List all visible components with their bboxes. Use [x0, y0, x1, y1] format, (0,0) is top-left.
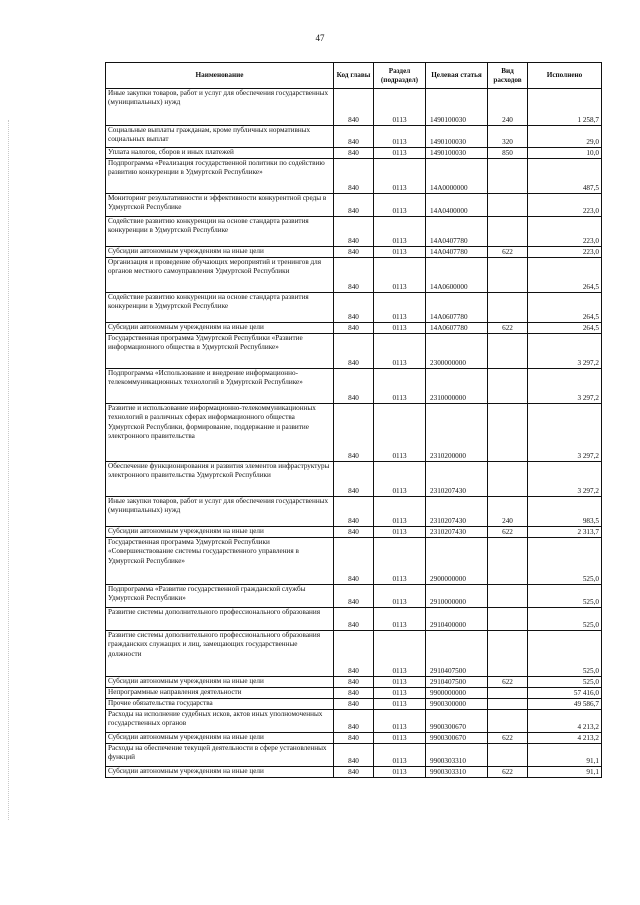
row-section: 0113	[374, 126, 426, 148]
table-row	[106, 767, 602, 778]
row-article: 9900303310	[426, 767, 488, 778]
row-section: 0113	[374, 258, 426, 293]
row-article: 9900300670	[426, 710, 488, 733]
row-article: 9900303310	[426, 744, 488, 767]
row-executed: 2 313,7	[528, 527, 602, 538]
row-name: Субсидии автономным учреждениям на иные цели	[106, 677, 334, 688]
row-article: 2300000000	[426, 334, 488, 369]
row-code: 840	[334, 688, 374, 699]
row-executed: 223,0	[528, 217, 602, 247]
header-executed: Исполнено	[528, 63, 602, 89]
table-row	[106, 688, 602, 699]
row-type	[488, 688, 528, 699]
row-type	[488, 585, 528, 608]
table-row	[106, 631, 602, 677]
row-name: Подпрограмма «Реализация государственной политики по содействию развитию конкуренции в Удмуртской Республике»	[106, 159, 334, 194]
row-executed: 264,5	[528, 293, 602, 323]
row-section: 0113	[374, 497, 426, 527]
row-executed: 223,0	[528, 247, 602, 258]
table-row	[106, 733, 602, 744]
row-type	[488, 334, 528, 369]
row-article: 2310000000	[426, 369, 488, 404]
table-row	[106, 699, 602, 710]
row-article: 14A0607780	[426, 323, 488, 334]
row-section: 0113	[374, 247, 426, 258]
row-section: 0113	[374, 159, 426, 194]
table-row	[106, 194, 602, 217]
row-name: Содействие развитию конкуренции на основе стандарта развития конкуренции в Удмуртской Республике	[106, 217, 334, 247]
row-code: 840	[334, 585, 374, 608]
row-section: 0113	[374, 631, 426, 677]
row-code: 840	[334, 767, 374, 778]
row-executed: 525,0	[528, 677, 602, 688]
row-name: Подпрограмма «Развитие государственной гражданской службы Удмуртской Республики»	[106, 585, 334, 608]
row-executed: 487,5	[528, 159, 602, 194]
row-article: 2900000000	[426, 538, 488, 585]
row-executed: 4 213,2	[528, 733, 602, 744]
row-type: 622	[488, 247, 528, 258]
row-article: 1490100030	[426, 126, 488, 148]
row-type	[488, 462, 528, 497]
table-row	[106, 744, 602, 767]
row-section: 0113	[374, 677, 426, 688]
row-type	[488, 293, 528, 323]
row-executed: 10,0	[528, 148, 602, 159]
row-type	[488, 744, 528, 767]
row-name: Мониторинг результативности и эффективности конкурентной среды в Удмуртской Республике	[106, 194, 334, 217]
row-section: 0113	[374, 767, 426, 778]
row-name: Развитие системы дополнительного профессионального образования	[106, 608, 334, 631]
row-code: 840	[334, 699, 374, 710]
row-article: 9900300000	[426, 699, 488, 710]
row-executed: 1 258,7	[528, 89, 602, 126]
row-code: 840	[334, 462, 374, 497]
row-executed: 525,0	[528, 585, 602, 608]
table-row	[106, 217, 602, 247]
row-section: 0113	[374, 538, 426, 585]
row-section: 0113	[374, 710, 426, 733]
header-chapter-code: Код главы	[334, 63, 374, 89]
row-type	[488, 710, 528, 733]
row-name: Государственная программа Удмуртской Республики «Совершенствование системы государственного управления в Удмуртской Республике»	[106, 538, 334, 585]
row-type: 622	[488, 767, 528, 778]
row-executed: 264,5	[528, 323, 602, 334]
row-article: 14A0407780	[426, 247, 488, 258]
row-executed: 525,0	[528, 538, 602, 585]
row-executed: 3 297,2	[528, 334, 602, 369]
table-row	[106, 334, 602, 369]
row-code: 840	[334, 334, 374, 369]
row-type	[488, 194, 528, 217]
table-row	[106, 159, 602, 194]
row-executed: 57 416,0	[528, 688, 602, 699]
row-type: 240	[488, 89, 528, 126]
table-row	[106, 462, 602, 497]
row-article: 1490100030	[426, 148, 488, 159]
row-type	[488, 258, 528, 293]
row-name: Непрограммные направления деятельности	[106, 688, 334, 699]
row-executed: 91,1	[528, 767, 602, 778]
row-code: 840	[334, 323, 374, 334]
row-executed: 223,0	[528, 194, 602, 217]
row-code: 840	[334, 710, 374, 733]
row-executed: 983,5	[528, 497, 602, 527]
table-row	[106, 126, 602, 148]
row-name: Обеспечение функционирования и развития элементов инфраструктуры электронного правительства Удмуртской Республики	[106, 462, 334, 497]
row-article: 9900000000	[426, 688, 488, 699]
row-executed: 3 297,2	[528, 369, 602, 404]
row-section: 0113	[374, 733, 426, 744]
row-section: 0113	[374, 527, 426, 538]
row-name: Подпрограмма «Использование и внедрение информационно-телекоммуникационных технологий в Удмуртской Республике»	[106, 369, 334, 404]
table-row	[106, 608, 602, 631]
row-type: 622	[488, 677, 528, 688]
row-type: 240	[488, 497, 528, 527]
row-code: 840	[334, 148, 374, 159]
header-expense-type: Вид расходов	[488, 63, 528, 89]
row-name: Расходы на обеспечение текущей деятельности в сфере установленных функций	[106, 744, 334, 767]
row-code: 840	[334, 217, 374, 247]
row-article: 14A0607780	[426, 293, 488, 323]
table-row	[106, 258, 602, 293]
row-name: Содействие развитию конкуренции на основе стандарта развития конкуренции в Удмуртской Республике	[106, 293, 334, 323]
table-row	[106, 585, 602, 608]
table-row	[106, 148, 602, 159]
row-executed: 4 213,2	[528, 710, 602, 733]
row-code: 840	[334, 247, 374, 258]
row-article: 2310207430	[426, 497, 488, 527]
row-type: 622	[488, 527, 528, 538]
row-code: 840	[334, 194, 374, 217]
row-executed: 91,1	[528, 744, 602, 767]
row-section: 0113	[374, 323, 426, 334]
row-code: 840	[334, 677, 374, 688]
row-article: 14A0407780	[426, 217, 488, 247]
header-section: Раздел (подраздел)	[374, 63, 426, 89]
row-code: 840	[334, 369, 374, 404]
row-section: 0113	[374, 369, 426, 404]
row-code: 840	[334, 744, 374, 767]
row-code: 840	[334, 258, 374, 293]
row-article: 2910000000	[426, 585, 488, 608]
table-row	[106, 538, 602, 585]
row-article: 2910400000	[426, 608, 488, 631]
table-row	[106, 404, 602, 462]
row-name: Иные закупки товаров, работ и услуг для обеспечения государственных (муниципальных) нужд	[106, 497, 334, 527]
row-section: 0113	[374, 217, 426, 247]
row-name: Уплата налогов, сборов и иных платежей	[106, 148, 334, 159]
table-row	[106, 323, 602, 334]
row-code: 840	[334, 631, 374, 677]
row-type	[488, 159, 528, 194]
scan-edge-marks	[8, 120, 11, 820]
row-code: 840	[334, 404, 374, 462]
table-header-row	[106, 63, 602, 89]
row-name: Иные закупки товаров, работ и услуг для обеспечения государственных (муниципальных) нужд	[106, 89, 334, 126]
row-executed: 525,0	[528, 608, 602, 631]
row-code: 840	[334, 497, 374, 527]
row-type: 320	[488, 126, 528, 148]
row-code: 840	[334, 89, 374, 126]
row-executed: 3 297,2	[528, 462, 602, 497]
header-name: Наименование	[106, 63, 334, 89]
row-section: 0113	[374, 585, 426, 608]
row-type	[488, 369, 528, 404]
row-type	[488, 404, 528, 462]
row-name: Организация и проведение обучающих мероприятий и тренингов для органов местного самоуправления Удмуртской Республики	[106, 258, 334, 293]
row-executed: 264,5	[528, 258, 602, 293]
row-section: 0113	[374, 744, 426, 767]
row-article: 1490100030	[426, 89, 488, 126]
row-name: Субсидии автономным учреждениям на иные цели	[106, 247, 334, 258]
row-type: 622	[488, 733, 528, 744]
row-article: 14A0600000	[426, 258, 488, 293]
row-code: 840	[334, 733, 374, 744]
row-article: 2310200000	[426, 404, 488, 462]
row-section: 0113	[374, 148, 426, 159]
row-article: 2910407500	[426, 631, 488, 677]
row-name: Развитие и использование информационно-телекоммуникационных технологий в различных сферах информационного общества Удмуртской Республики, формирование, поддержание и развитие электронного правительства	[106, 404, 334, 462]
row-section: 0113	[374, 89, 426, 126]
row-code: 840	[334, 159, 374, 194]
row-section: 0113	[374, 194, 426, 217]
row-executed: 525,0	[528, 631, 602, 677]
row-name: Прочие обязательства государства	[106, 699, 334, 710]
table-row	[106, 247, 602, 258]
row-name: Субсидии автономным учреждениям на иные цели	[106, 323, 334, 334]
table-row	[106, 293, 602, 323]
row-name: Развитие системы дополнительного профессионального образования гражданских служащих и лиц, замещающих государственные должности	[106, 631, 334, 677]
table-row	[106, 497, 602, 527]
row-type	[488, 538, 528, 585]
row-section: 0113	[374, 699, 426, 710]
row-type	[488, 608, 528, 631]
row-section: 0113	[374, 462, 426, 497]
table-row	[106, 677, 602, 688]
row-type	[488, 217, 528, 247]
row-article: 14A0400000	[426, 194, 488, 217]
row-executed: 29,0	[528, 126, 602, 148]
row-name: Государственная программа Удмуртской Республики «Развитие информационного общества в Удмуртской Республике»	[106, 334, 334, 369]
row-type	[488, 631, 528, 677]
row-article: 2910407500	[426, 677, 488, 688]
row-code: 840	[334, 538, 374, 585]
header-target-article: Целевая статья	[426, 63, 488, 89]
row-name: Социальные выплаты гражданам, кроме публичных нормативных социальных выплат	[106, 126, 334, 148]
row-section: 0113	[374, 688, 426, 699]
row-executed: 3 297,2	[528, 404, 602, 462]
page-number: 47	[315, 33, 325, 43]
table-row	[106, 369, 602, 404]
table-row	[106, 89, 602, 126]
row-name: Субсидии автономным учреждениям на иные цели	[106, 527, 334, 538]
table-row	[106, 527, 602, 538]
budget-execution-table	[105, 62, 602, 778]
row-code: 840	[334, 608, 374, 631]
row-code: 840	[334, 126, 374, 148]
row-article: 2310207430	[426, 462, 488, 497]
row-article: 2310207430	[426, 527, 488, 538]
row-article: 14A0000000	[426, 159, 488, 194]
row-type: 850	[488, 148, 528, 159]
row-section: 0113	[374, 334, 426, 369]
row-name: Расходы на исполнение судебных исков, актов иных уполномоченных государственных органов	[106, 710, 334, 733]
row-article: 9900300670	[426, 733, 488, 744]
table-row	[106, 710, 602, 733]
row-code: 840	[334, 293, 374, 323]
row-section: 0113	[374, 293, 426, 323]
row-code: 840	[334, 527, 374, 538]
row-name: Субсидии автономным учреждениям на иные цели	[106, 733, 334, 744]
row-type	[488, 699, 528, 710]
row-section: 0113	[374, 608, 426, 631]
row-executed: 49 586,7	[528, 699, 602, 710]
row-type: 622	[488, 323, 528, 334]
row-section: 0113	[374, 404, 426, 462]
row-name: Субсидии автономным учреждениям на иные цели	[106, 767, 334, 778]
